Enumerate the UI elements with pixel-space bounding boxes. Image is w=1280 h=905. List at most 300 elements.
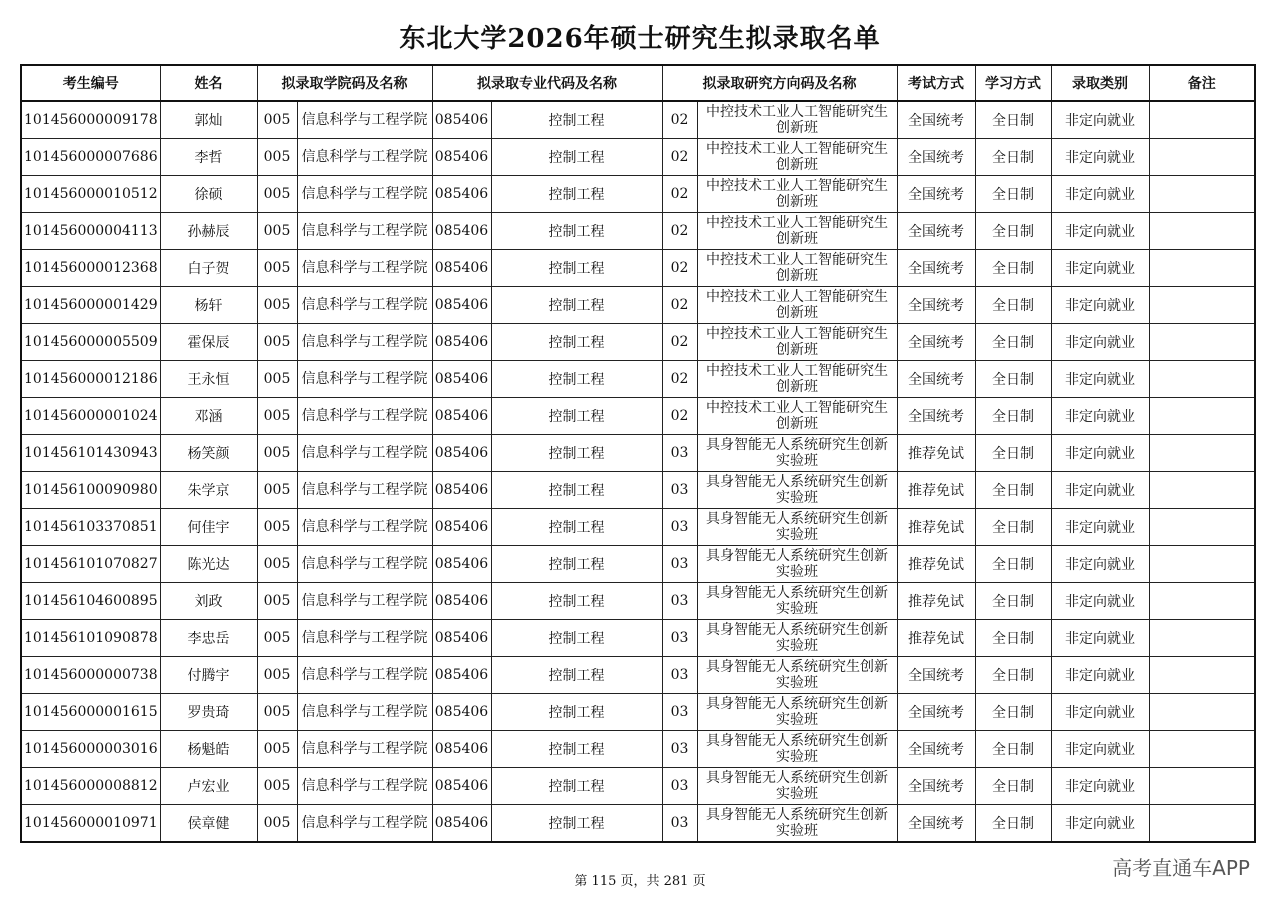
cell-exam-id: 101456000001429 (21, 287, 160, 324)
table-row (21, 213, 1255, 250)
cell-college-name (297, 324, 432, 361)
cell-direction-name-text: 具身智能无人系统研究生创新实验班 (706, 659, 888, 691)
cell-college-name-text: 信息科学与工程学院 (301, 593, 428, 609)
cell-direction-code: 02 (662, 176, 697, 213)
cell-major-name: 控制工程 (491, 176, 662, 213)
cell-college-name (297, 250, 432, 287)
cell-college-code: 005 (257, 583, 297, 620)
cell-major-code: 085406 (432, 398, 491, 435)
cell-direction-name-text: 具身智能无人系统研究生创新实验班 (706, 770, 888, 802)
cell-college-code: 005 (257, 398, 297, 435)
cell-study-mode: 全日制 (975, 176, 1051, 213)
cell-exam-id: 101456000003016 (21, 731, 160, 768)
cell-study-mode: 全日制 (975, 250, 1051, 287)
cell-major-name: 控制工程 (491, 361, 662, 398)
cell-college-name-text: 信息科学与工程学院 (301, 630, 428, 646)
cell-study-mode: 全日制 (975, 768, 1051, 805)
cell-name: 邓涵 (160, 398, 257, 435)
cell-notes (1149, 250, 1255, 287)
table-row (21, 509, 1255, 546)
cell-major-code: 085406 (432, 287, 491, 324)
cell-college-name (297, 768, 432, 805)
cell-name: 陈光达 (160, 546, 257, 583)
watermark: 高考直通车APP (1112, 856, 1250, 880)
admission-table (20, 64, 1256, 843)
cell-study-mode: 全日制 (975, 731, 1051, 768)
cell-notes (1149, 546, 1255, 583)
cell-direction-name (697, 361, 897, 398)
cell-name: 白子贺 (160, 250, 257, 287)
cell-college-name (297, 694, 432, 731)
cell-study-mode: 全日制 (975, 324, 1051, 361)
cell-exam-type: 推荐免试 (897, 509, 975, 546)
cell-college-name-text: 信息科学与工程学院 (301, 149, 428, 165)
cell-college-name (297, 287, 432, 324)
cell-direction-code: 02 (662, 398, 697, 435)
cell-study-mode: 全日制 (975, 398, 1051, 435)
cell-category: 非定向就业 (1051, 324, 1149, 361)
cell-college-name-text: 信息科学与工程学院 (301, 112, 428, 128)
cell-category: 非定向就业 (1051, 657, 1149, 694)
cell-direction-code: 02 (662, 324, 697, 361)
cell-college-name (297, 213, 432, 250)
cell-exam-type: 全国统考 (897, 176, 975, 213)
cell-category: 非定向就业 (1051, 509, 1149, 546)
cell-direction-name-text: 具身智能无人系统研究生创新实验班 (706, 585, 888, 617)
cell-exam-id: 101456000010971 (21, 805, 160, 843)
cell-exam-type: 推荐免试 (897, 472, 975, 509)
cell-exam-type: 推荐免试 (897, 620, 975, 657)
cell-direction-name (697, 324, 897, 361)
cell-direction-name-text: 中控技术工业人工智能研究生创新班 (706, 289, 888, 321)
cell-direction-name (697, 176, 897, 213)
cell-major-code: 085406 (432, 805, 491, 843)
cell-direction-code: 03 (662, 509, 697, 546)
cell-direction-name-text: 具身智能无人系统研究生创新实验班 (706, 696, 888, 728)
cell-college-name-text: 信息科学与工程学院 (301, 371, 428, 387)
cell-college-name (297, 139, 432, 176)
cell-major-code: 085406 (432, 620, 491, 657)
cell-notes (1149, 768, 1255, 805)
cell-exam-id: 101456000001024 (21, 398, 160, 435)
cell-direction-name-text: 具身智能无人系统研究生创新实验班 (706, 437, 888, 469)
cell-direction-name-text: 具身智能无人系统研究生创新实验班 (706, 548, 888, 580)
header-notes: 备注 (1149, 65, 1255, 101)
cell-major-code: 085406 (432, 731, 491, 768)
table-row (21, 139, 1255, 176)
cell-exam-type: 推荐免试 (897, 435, 975, 472)
cell-direction-name (697, 620, 897, 657)
table-row (21, 657, 1255, 694)
cell-category: 非定向就业 (1051, 472, 1149, 509)
cell-exam-id: 101456100090980 (21, 472, 160, 509)
cell-exam-id: 101456000010512 (21, 176, 160, 213)
cell-college-code: 005 (257, 509, 297, 546)
cell-major-name: 控制工程 (491, 101, 662, 139)
cell-direction-code: 02 (662, 213, 697, 250)
cell-college-code: 005 (257, 250, 297, 287)
cell-college-name-text: 信息科学与工程学院 (301, 741, 428, 757)
cell-college-code: 005 (257, 731, 297, 768)
cell-college-name (297, 805, 432, 843)
cell-category: 非定向就业 (1051, 213, 1149, 250)
cell-major-name: 控制工程 (491, 287, 662, 324)
cell-college-name (297, 101, 432, 139)
cell-study-mode: 全日制 (975, 101, 1051, 139)
cell-study-mode: 全日制 (975, 805, 1051, 843)
cell-college-name-text: 信息科学与工程学院 (301, 334, 428, 350)
cell-notes (1149, 805, 1255, 843)
cell-category: 非定向就业 (1051, 250, 1149, 287)
cell-exam-id: 101456000000738 (21, 657, 160, 694)
cell-direction-name (697, 768, 897, 805)
cell-direction-code: 03 (662, 768, 697, 805)
cell-college-name-text: 信息科学与工程学院 (301, 704, 428, 720)
cell-college-code: 005 (257, 805, 297, 843)
cell-direction-name (697, 509, 897, 546)
cell-college-name (297, 361, 432, 398)
cell-direction-name (697, 398, 897, 435)
table-row (21, 101, 1255, 139)
table-body (21, 101, 1255, 842)
cell-name: 李忠岳 (160, 620, 257, 657)
cell-category: 非定向就业 (1051, 101, 1149, 139)
cell-direction-code: 03 (662, 694, 697, 731)
cell-notes (1149, 657, 1255, 694)
cell-study-mode: 全日制 (975, 546, 1051, 583)
cell-major-name: 控制工程 (491, 398, 662, 435)
cell-exam-id: 101456000012186 (21, 361, 160, 398)
cell-direction-code: 03 (662, 657, 697, 694)
header-college: 拟录取学院码及名称 (257, 65, 432, 101)
cell-direction-code: 02 (662, 139, 697, 176)
cell-study-mode: 全日制 (975, 287, 1051, 324)
cell-direction-name (697, 583, 897, 620)
cell-notes (1149, 620, 1255, 657)
cell-college-code: 005 (257, 620, 297, 657)
table-row (21, 694, 1255, 731)
cell-exam-type: 全国统考 (897, 101, 975, 139)
cell-study-mode: 全日制 (975, 435, 1051, 472)
cell-exam-id: 101456000007686 (21, 139, 160, 176)
cell-college-code: 005 (257, 176, 297, 213)
cell-exam-type: 全国统考 (897, 250, 975, 287)
cell-major-code: 085406 (432, 435, 491, 472)
cell-notes (1149, 101, 1255, 139)
header-direction: 拟录取研究方向码及名称 (662, 65, 897, 101)
table-row (21, 546, 1255, 583)
cell-category: 非定向就业 (1051, 435, 1149, 472)
cell-college-code: 005 (257, 546, 297, 583)
cell-notes (1149, 361, 1255, 398)
cell-college-name (297, 731, 432, 768)
table-row (21, 435, 1255, 472)
cell-college-name-text: 信息科学与工程学院 (301, 260, 428, 276)
cell-exam-type: 全国统考 (897, 324, 975, 361)
table-row (21, 583, 1255, 620)
cell-exam-type: 全国统考 (897, 731, 975, 768)
cell-college-name (297, 472, 432, 509)
cell-direction-code: 03 (662, 435, 697, 472)
cell-college-name (297, 509, 432, 546)
cell-name: 付腾宇 (160, 657, 257, 694)
cell-major-name: 控制工程 (491, 139, 662, 176)
cell-study-mode: 全日制 (975, 657, 1051, 694)
cell-name: 卢宏业 (160, 768, 257, 805)
cell-notes (1149, 324, 1255, 361)
cell-college-name-text: 信息科学与工程学院 (301, 186, 428, 202)
cell-college-code: 005 (257, 213, 297, 250)
cell-college-name-text: 信息科学与工程学院 (301, 519, 428, 535)
cell-major-code: 085406 (432, 213, 491, 250)
cell-exam-id: 101456104600895 (21, 583, 160, 620)
header-study-mode: 学习方式 (975, 65, 1051, 101)
cell-major-name: 控制工程 (491, 694, 662, 731)
cell-direction-name (697, 287, 897, 324)
cell-exam-type: 全国统考 (897, 361, 975, 398)
cell-direction-code: 03 (662, 731, 697, 768)
cell-name: 杨轩 (160, 287, 257, 324)
cell-study-mode: 全日制 (975, 213, 1051, 250)
cell-major-name: 控制工程 (491, 324, 662, 361)
cell-direction-code: 02 (662, 361, 697, 398)
cell-exam-id: 101456000012368 (21, 250, 160, 287)
cell-major-name: 控制工程 (491, 250, 662, 287)
cell-major-name: 控制工程 (491, 805, 662, 843)
header-exam-id: 考生编号 (21, 65, 160, 101)
table-row (21, 398, 1255, 435)
cell-direction-name (697, 213, 897, 250)
cell-direction-name-text: 中控技术工业人工智能研究生创新班 (706, 104, 888, 136)
cell-exam-type: 全国统考 (897, 287, 975, 324)
cell-name: 郭灿 (160, 101, 257, 139)
cell-major-name: 控制工程 (491, 509, 662, 546)
cell-major-name: 控制工程 (491, 472, 662, 509)
cell-category: 非定向就业 (1051, 287, 1149, 324)
cell-college-name (297, 657, 432, 694)
cell-college-name-text: 信息科学与工程学院 (301, 408, 428, 424)
table-row (21, 472, 1255, 509)
cell-direction-name (697, 546, 897, 583)
cell-category: 非定向就业 (1051, 768, 1149, 805)
cell-exam-id: 101456101090878 (21, 620, 160, 657)
cell-exam-type: 推荐免试 (897, 546, 975, 583)
table-row (21, 620, 1255, 657)
cell-category: 非定向就业 (1051, 176, 1149, 213)
cell-name: 罗贵琦 (160, 694, 257, 731)
cell-major-name: 控制工程 (491, 583, 662, 620)
cell-direction-name (697, 250, 897, 287)
header-category: 录取类别 (1051, 65, 1149, 101)
cell-exam-type: 全国统考 (897, 768, 975, 805)
cell-notes (1149, 731, 1255, 768)
cell-category: 非定向就业 (1051, 139, 1149, 176)
cell-direction-name (697, 657, 897, 694)
cell-direction-name-text: 具身智能无人系统研究生创新实验班 (706, 511, 888, 543)
cell-major-name: 控制工程 (491, 768, 662, 805)
cell-exam-type: 全国统考 (897, 213, 975, 250)
cell-exam-id: 101456101070827 (21, 546, 160, 583)
cell-college-name (297, 583, 432, 620)
cell-direction-code: 03 (662, 472, 697, 509)
cell-college-code: 005 (257, 657, 297, 694)
cell-major-code: 085406 (432, 657, 491, 694)
cell-direction-name-text: 中控技术工业人工智能研究生创新班 (706, 141, 888, 173)
cell-study-mode: 全日制 (975, 472, 1051, 509)
cell-name: 侯章健 (160, 805, 257, 843)
cell-college-name-text: 信息科学与工程学院 (301, 482, 428, 498)
cell-category: 非定向就业 (1051, 398, 1149, 435)
cell-category: 非定向就业 (1051, 731, 1149, 768)
cell-college-code: 005 (257, 472, 297, 509)
cell-exam-id: 101456000001615 (21, 694, 160, 731)
header-major: 拟录取专业代码及名称 (432, 65, 662, 101)
cell-major-name: 控制工程 (491, 657, 662, 694)
cell-major-code: 085406 (432, 324, 491, 361)
cell-exam-id: 101456101430943 (21, 435, 160, 472)
cell-direction-name-text: 中控技术工业人工智能研究生创新班 (706, 326, 888, 358)
cell-direction-code: 02 (662, 101, 697, 139)
cell-exam-type: 全国统考 (897, 398, 975, 435)
cell-direction-name-text: 具身智能无人系统研究生创新实验班 (706, 622, 888, 654)
cell-major-name: 控制工程 (491, 731, 662, 768)
cell-notes (1149, 213, 1255, 250)
cell-direction-name (697, 101, 897, 139)
cell-study-mode: 全日制 (975, 583, 1051, 620)
cell-direction-name (697, 139, 897, 176)
cell-college-name-text: 信息科学与工程学院 (301, 297, 428, 313)
cell-direction-name-text: 中控技术工业人工智能研究生创新班 (706, 252, 888, 284)
cell-direction-name-text: 具身智能无人系统研究生创新实验班 (706, 474, 888, 506)
table-row (21, 361, 1255, 398)
cell-name: 杨笑颜 (160, 435, 257, 472)
cell-notes (1149, 694, 1255, 731)
cell-name: 刘政 (160, 583, 257, 620)
table-row (21, 768, 1255, 805)
cell-major-code: 085406 (432, 250, 491, 287)
table-row (21, 324, 1255, 361)
cell-direction-code: 02 (662, 250, 697, 287)
cell-direction-name-text: 中控技术工业人工智能研究生创新班 (706, 178, 888, 210)
cell-major-code: 085406 (432, 139, 491, 176)
cell-exam-type: 全国统考 (897, 139, 975, 176)
cell-college-code: 005 (257, 324, 297, 361)
cell-college-name-text: 信息科学与工程学院 (301, 556, 428, 572)
cell-direction-code: 03 (662, 546, 697, 583)
cell-name: 何佳宇 (160, 509, 257, 546)
cell-direction-code: 03 (662, 620, 697, 657)
cell-exam-type: 全国统考 (897, 657, 975, 694)
cell-notes (1149, 435, 1255, 472)
cell-exam-id: 101456000008812 (21, 768, 160, 805)
cell-study-mode: 全日制 (975, 509, 1051, 546)
cell-college-name-text: 信息科学与工程学院 (301, 815, 428, 831)
table-row (21, 176, 1255, 213)
cell-category: 非定向就业 (1051, 694, 1149, 731)
cell-name: 霍保辰 (160, 324, 257, 361)
cell-major-code: 085406 (432, 101, 491, 139)
cell-direction-name (697, 472, 897, 509)
table-header-row (21, 65, 1255, 101)
cell-major-code: 085406 (432, 509, 491, 546)
cell-college-code: 005 (257, 287, 297, 324)
cell-name: 李哲 (160, 139, 257, 176)
header-exam-type: 考试方式 (897, 65, 975, 101)
cell-direction-name (697, 805, 897, 843)
cell-direction-name-text: 中控技术工业人工智能研究生创新班 (706, 363, 888, 395)
cell-study-mode: 全日制 (975, 139, 1051, 176)
cell-major-name: 控制工程 (491, 435, 662, 472)
cell-direction-name-text: 具身智能无人系统研究生创新实验班 (706, 807, 888, 839)
cell-major-code: 085406 (432, 768, 491, 805)
cell-direction-name (697, 694, 897, 731)
cell-direction-name (697, 435, 897, 472)
cell-college-code: 005 (257, 768, 297, 805)
cell-exam-id: 101456000009178 (21, 101, 160, 139)
cell-category: 非定向就业 (1051, 361, 1149, 398)
cell-exam-id: 101456000004113 (21, 213, 160, 250)
cell-direction-name-text: 具身智能无人系统研究生创新实验班 (706, 733, 888, 765)
cell-category: 非定向就业 (1051, 546, 1149, 583)
cell-college-code: 005 (257, 139, 297, 176)
cell-major-code: 085406 (432, 583, 491, 620)
cell-major-name: 控制工程 (491, 213, 662, 250)
cell-major-name: 控制工程 (491, 546, 662, 583)
cell-study-mode: 全日制 (975, 694, 1051, 731)
cell-major-code: 085406 (432, 694, 491, 731)
cell-name: 王永恒 (160, 361, 257, 398)
cell-name: 孙赫辰 (160, 213, 257, 250)
cell-major-code: 085406 (432, 546, 491, 583)
cell-major-code: 085406 (432, 176, 491, 213)
cell-direction-name-text: 中控技术工业人工智能研究生创新班 (706, 215, 888, 247)
cell-college-name (297, 620, 432, 657)
cell-college-name-text: 信息科学与工程学院 (301, 223, 428, 239)
cell-notes (1149, 509, 1255, 546)
table-row (21, 805, 1255, 843)
cell-notes (1149, 287, 1255, 324)
header-name: 姓名 (160, 65, 257, 101)
cell-college-name (297, 176, 432, 213)
cell-college-code: 005 (257, 694, 297, 731)
cell-college-name (297, 435, 432, 472)
cell-direction-code: 02 (662, 287, 697, 324)
cell-direction-name-text: 中控技术工业人工智能研究生创新班 (706, 400, 888, 432)
cell-exam-id: 101456000005509 (21, 324, 160, 361)
cell-major-code: 085406 (432, 361, 491, 398)
cell-major-name: 控制工程 (491, 620, 662, 657)
cell-exam-type: 推荐免试 (897, 583, 975, 620)
cell-name: 徐硕 (160, 176, 257, 213)
cell-college-name-text: 信息科学与工程学院 (301, 778, 428, 794)
cell-college-name (297, 546, 432, 583)
cell-notes (1149, 472, 1255, 509)
cell-study-mode: 全日制 (975, 361, 1051, 398)
cell-exam-id: 101456103370851 (21, 509, 160, 546)
cell-notes (1149, 139, 1255, 176)
page-title: 东北大学2026年硕士研究生拟录取名单 (399, 24, 881, 54)
page-footer: 第 115 页，共 281 页 (574, 874, 706, 889)
cell-college-name-text: 信息科学与工程学院 (301, 667, 428, 683)
cell-direction-name (697, 731, 897, 768)
cell-college-code: 005 (257, 435, 297, 472)
cell-notes (1149, 583, 1255, 620)
cell-college-code: 005 (257, 101, 297, 139)
cell-study-mode: 全日制 (975, 620, 1051, 657)
cell-category: 非定向就业 (1051, 620, 1149, 657)
cell-category: 非定向就业 (1051, 805, 1149, 843)
cell-college-name (297, 398, 432, 435)
